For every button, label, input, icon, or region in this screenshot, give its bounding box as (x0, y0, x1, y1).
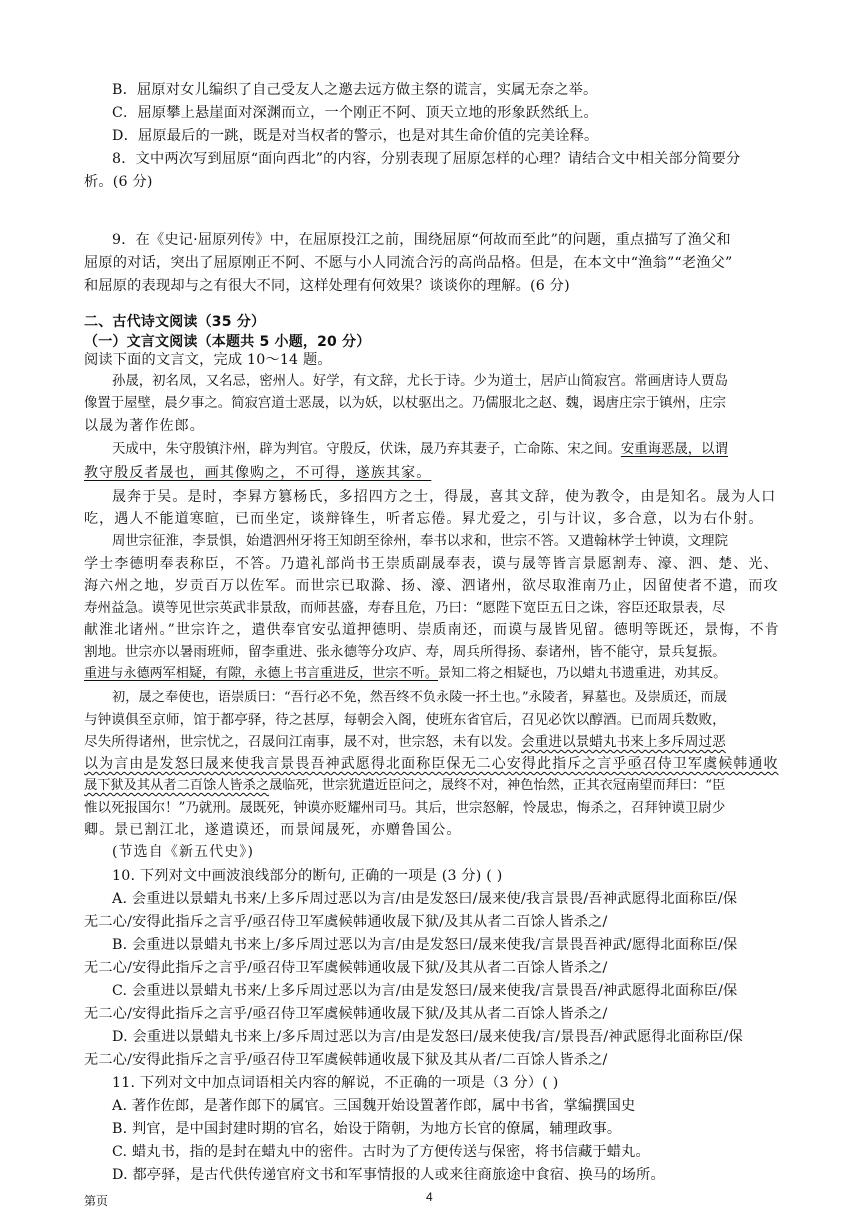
question-10-option-c-1: C. 会重进以景蜡丸书来/上多斥周过恶以为言/由是发怒曰/晟来使我/言景畏吾/神武愿得北面称臣/保 (112, 983, 738, 999)
passage-p4-line-1: 周世宗征淮，李景惧，始遣泗州牙将王知朗至徐州，奉书以求和，世宗不答。又遣翰林学士钟谟，文理院 (112, 534, 728, 549)
section-title: 二、古代诗文阅读（35 分） (84, 314, 266, 330)
wavy-underlined-text-end: 晟下狱及其从者二百馀人皆杀之 (84, 778, 270, 793)
footer-page-label: 第页 (84, 1194, 109, 1208)
wavy-underlined-text: 会重进以景蜡丸书来上多斥周过恶 (521, 734, 726, 750)
question-9-line-1: 9．在《史记·屈原列传》中，在屈原投江之前，围绕屈原“何故而至此”的问题，重点描写了渔父和 (112, 232, 731, 248)
option-d: D．屈原最后的一跳，既是对当权者的警示，也是对其生命价值的完美诠释。 (112, 128, 599, 144)
passage-p1-line-3: 以晟为著作佐郎。 (84, 418, 205, 434)
passage-p4-line-5: 献淮北诸州。”世宗许之，遣供奉官安弘道押德明、崇质南还，而谟与晟皆见留。德明等既还，景悔，不肯 (84, 622, 780, 638)
question-11-option-a: A. 著作佐郎，是著作郎下的属官。三国魏开始设置著作郎，属中书省，掌编撰国史 (112, 1098, 636, 1114)
wavy-underlined-text-cont: 以为言由是发怒曰晟来使我言景畏吾神武愿得北面称臣保无二心安得此指斥之言乎亟召侍卫军虞候韩通收 (84, 756, 779, 772)
footer-page-number: 4 (426, 1190, 433, 1204)
question-10-option-a-1: A. 会重进以景蜡丸书来/上多斥周过恶以为言/由是发怒曰/晟来使/我言景畏/吾神武愿得北面称臣/保 (112, 891, 738, 907)
passage-p2-line-2 (84, 463, 784, 483)
underlined-sentence-cont: 教守殷反者晟也，画其像购之，不可得，遂族其家。 (84, 465, 432, 481)
question-10-stem: 10. 下列对文中画波浪线部分的断句, 正确的一项是 (3 分) ( ) (112, 868, 503, 884)
passage-p2-line-1 (112, 440, 784, 460)
section-instruction: 阅读下面的文言文，完成 10～14 题。 (84, 352, 332, 368)
passage-p4-line-2: 学士李德明奉表称臣，不答。乃遣礼部尚书王崇质副晟奉表，谟与晟等皆言景愿割寿、濠、泗、楚、光、 (84, 556, 779, 572)
passage-p4-line-7 (84, 664, 784, 684)
passage-p5-line-6: 惟以死报国尔！”乃就刑。晟既死，钟谟亦贬耀州司马。其后，世宗怒解，怜晟忠，悔杀之，召拜钟谟卫尉少 (84, 800, 726, 816)
question-10-option-b-1: B. 会重进以景蜡丸书来上/多斥周过恶以为言/由是发怒曰/晟来使我/言景畏吾神武/愿得北面称臣/保 (112, 937, 738, 953)
passage-p5-line-7: 卿。景已割江北，遂遣谟还，而景闻晟死，亦赠鲁国公。 (84, 822, 462, 838)
passage-p5-line-4 (84, 754, 784, 774)
underlined-sentence-2: 重进与永德两军相疑，有隙，永德上书言重进反，世宗不听。 (84, 666, 438, 681)
passage-p5-line-2: 与钟谟俱至京师，馆于都亭驿，待之甚厚，每朝会入阁，使班东省官后，召见必饮以醇酒。已而周兵数败， (84, 712, 726, 728)
passage-p4-line-4: 寿州益急。谟等见世宗英武非景敌，而师甚盛，寿春且危，乃曰：“愿陛下宽臣五日之诛，容臣还取景表，尽 (84, 600, 726, 616)
passage-p4-line-3: 海六州之地，岁贡百万以佐军。而世宗已取滁、扬、濠、泗诸州，欲尽取淮南乃止，因留使者不遣，而攻 (84, 578, 779, 594)
passage-p4-line-6: 割地。世宗亦以暑雨班师，留李重进、张永德等分攻庐、寿，周兵所得扬、泰诸州，皆不能守，景兵复振。 (84, 644, 726, 660)
passage-p1-line-1: 孙晟，初名凤，又名忌，密州人。好学，有文辞，尤长于诗。少为道士，居庐山简寂宫。常画唐诗人贾岛 (112, 374, 728, 389)
passage-p3-line-2: 吃，遇人不能道寒暄，已而坐定，谈辩锋生，听者忘倦。昪尤爱之，引与计议，多合意，以为右仆射。 (84, 511, 764, 527)
passage-p2-text: 天成中，朱守殷镇汴州，辟为判官。守殷反，伏诛，晟乃弃其妻子，亡命陈、宋之间。 (112, 442, 621, 457)
question-11-option-b: B. 判官，是中国封建时期的官名，始设于隋朝，为地方长官的僚属，辅理政事。 (112, 1121, 622, 1137)
question-10-option-b-2: 无二心/安得此指斥之言乎/亟召侍卫军虞候韩通收晟下狱/及其从者二百馀人皆杀之/ (84, 960, 608, 976)
question-11-option-c: C. 蜡丸书，指的是封在蜡丸中的密件。古时为了方便传送与保密，将书信藏于蜡丸。 (112, 1144, 650, 1160)
option-c: C．屈原攀上悬崖面对深渊而立，一个刚正不阿、顶天立地的形象跃然纸上。 (112, 105, 598, 121)
question-9-line-2: 屈原的对话，突出了屈原刚正不阿、不愿与小人同流合污的高尚品格。但是，在本文中“渔翁”“老渔父” (84, 255, 733, 271)
question-9-line-3: 和屈原的表现却与之有很大不同，这样处理有何效果？谈谈你的理解。(6 分) (84, 278, 570, 294)
passage-source: (节选自《新五代史》) (112, 844, 255, 860)
question-11-stem: 11. 下列对文中加点词语相关内容的解说，不正确的一项是（3 分）( ) (112, 1075, 559, 1091)
question-8-line-2: 析。(6 分) (84, 174, 153, 190)
question-10-option-a-2: 无二心/安得此指斥之言乎/亟召侍卫军虞候韩通收晟下狱/及其从者二百馀人皆杀之/ (84, 914, 608, 930)
passage-p5-text: 尽失所得诸州，世宗忧之，召晟问江南事，晟不对，世宗怒，未有以发。 (84, 734, 521, 750)
passage-p1-line-2: 像置于屋壁，晨夕事之。简寂宫道士恶晟，以为妖，以杖驱出之。乃儒服北之赵、魏，谒唐庄宗于镇州，庄宗 (84, 396, 727, 411)
question-8-line-1: 8．文中两次写到屈原“面向西北”的内容，分别表现了屈原怎样的心理？请结合文中相关部分简要分 (112, 151, 741, 167)
passage-p5-line-1: 初，晟之奉使也，语崇质曰：“吾行必不免，然吾终不负永陵一抔土也。”永陵者，昪墓也。及崇质还，而晟 (112, 690, 727, 705)
option-b: B．屈原对女儿编织了自己受友人之邀去远方做主祭的谎言，实属无奈之举。 (112, 82, 598, 98)
question-10-option-d-1: D. 会重进以景蜡丸书来上/多斥周过恶以为言/由是发怒曰/晟来使我/言/景畏吾/神武愿得北面称臣/保 (112, 1029, 743, 1045)
passage-p5-line-5 (84, 776, 784, 796)
question-10-option-d-2: 无二心/安得此指斥之言乎/亟召侍卫军虞候韩通收晟下狱及其从者/二百馀人皆杀之/ (84, 1052, 608, 1068)
passage-p5-line-3 (84, 732, 784, 752)
section-subtitle: （一）文言文阅读（本题共 5 小题，20 分） (84, 334, 371, 350)
question-10-option-c-2: 无二心/安得此指斥之言乎/亟召侍卫军虞候韩通收晟下狱/及其从者二百馀人皆杀之/ (84, 1006, 608, 1022)
underlined-sentence: 安重诲恶晟，以谓 (620, 442, 728, 457)
passage-p5-text-2: 晟临死，世宗犹遣近臣问之，晟终不对，神色怡然，正其衣冠南望而拜曰：“臣 (269, 778, 726, 793)
passage-p3-line-1: 晟奔于吴。是时，李昪方篡杨氏，多招四方之士，得晟，喜其文辞，使为教令，由是知名。晟为人口 (112, 489, 777, 505)
question-11-option-d: D. 都亭驿，是古代供传递官府文书和军事情报的人或来往商旅途中食宿、换马的场所。 (112, 1167, 665, 1183)
passage-p4-text: 景知二将之相疑也，乃以蜡丸书遗重进，劝其反。 (437, 666, 727, 681)
